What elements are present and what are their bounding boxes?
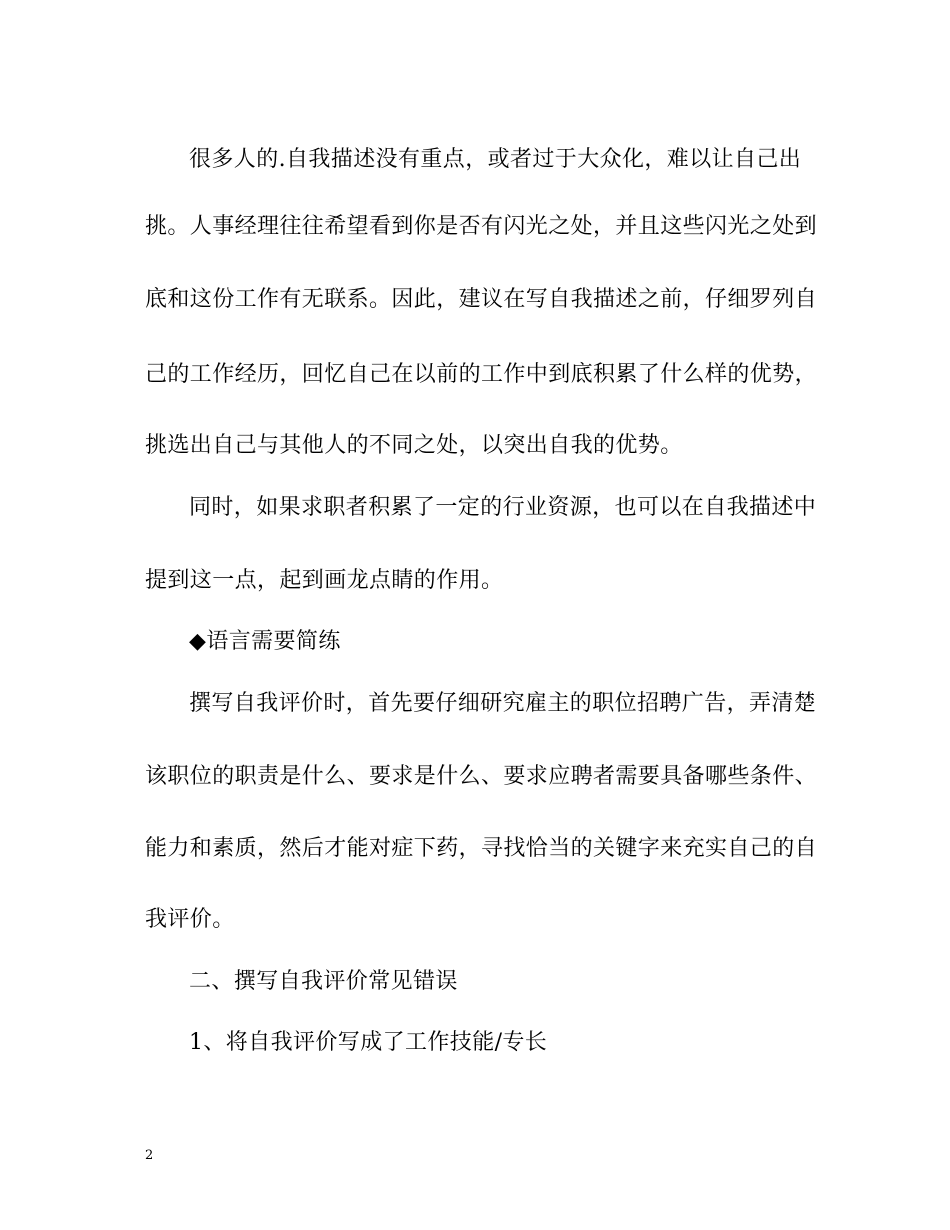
paragraph-line: 己的工作经历，回忆自己在以前的工作中到底积累了什么样的优势，: [145, 362, 818, 387]
page-number: 2: [145, 1148, 154, 1163]
paragraph-line: 能力和素质，然后才能对症下药，寻找恰当的关键字来充实自己的自: [145, 836, 818, 861]
paragraph-line: 挑选出自己与其他人的不同之处，以突出自我的优势。: [145, 433, 683, 458]
paragraph-line: 底和这份工作有无联系。因此，建议在写自我描述之前，仔细罗列自: [145, 287, 818, 312]
section-bullet-heading: ◆语言需要简练: [189, 629, 341, 654]
numbered-heading: 1、将自我评价写成了工作技能/专长: [189, 1030, 548, 1055]
section-heading: 二、撰写自我评价常见错误: [189, 969, 458, 994]
paragraph-line: 同时，如果求职者积累了一定的行业资源，也可以在自我描述中: [189, 495, 817, 520]
paragraph-line: 挑。人事经理往往希望看到你是否有闪光之处，并且这些闪光之处到: [145, 214, 818, 239]
paragraph-line: 撰写自我评价时，首先要仔细研究雇主的职位招聘广告，弄清楚: [189, 691, 817, 716]
paragraph-line: 我评价。: [145, 907, 235, 932]
paragraph-line: 提到这一点，起到画龙点睛的作用。: [145, 568, 504, 593]
paragraph-line: 很多人的.自我描述没有重点，或者过于大众化，难以让自己出: [189, 147, 802, 172]
paragraph-line: 该职位的职责是什么、要求是什么、要求应聘者需要具备哪些条件、: [145, 764, 818, 789]
